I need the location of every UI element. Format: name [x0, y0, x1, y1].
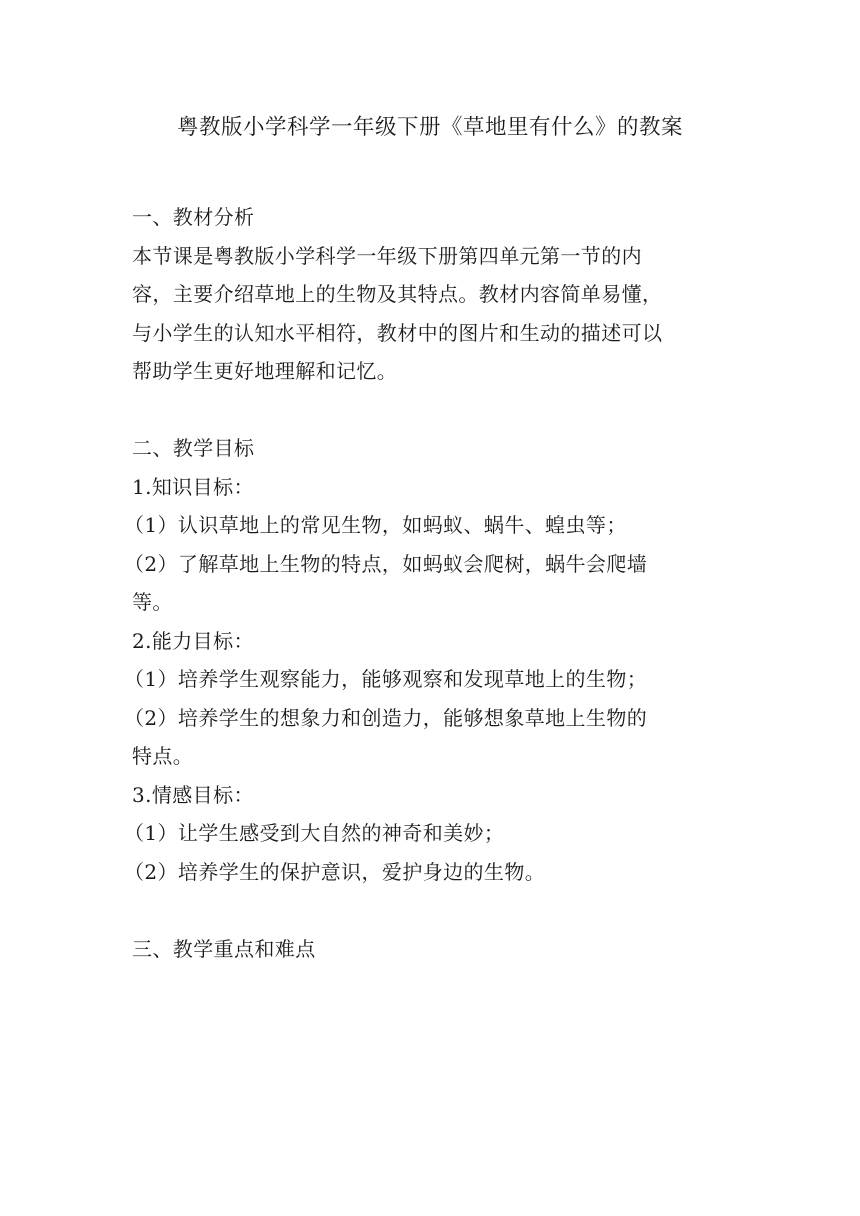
paragraph-line: 与小学生的认知水平相符，教材中的图片和生动的描述可以 — [132, 320, 663, 345]
goal-item: （1）让学生感受到大自然的神奇和美妙； — [124, 821, 505, 845]
section-heading-teaching-goals: 二、教学目标 — [132, 436, 255, 460]
goal-label-knowledge: 1.知识目标： — [132, 474, 254, 499]
goal-item: （2）培养学生的保护意识，爱护身边的生物。 — [124, 859, 546, 884]
goal-item: （1）认识草地上的常见生物，如蚂蚁、蜗牛、蝗虫等； — [124, 513, 627, 537]
section-heading-textbook-analysis: 一、教材分析 — [132, 205, 255, 229]
goal-label-emotion: 3.情感目标： — [132, 782, 254, 807]
paragraph-line: 帮助学生更好地理解和记忆。 — [132, 359, 398, 383]
blank-line — [132, 891, 732, 930]
paragraph-line: 本节课是粤教版小学科学一年级下册第四单元第一节的内 — [132, 243, 642, 268]
goal-item: （2）了解草地上生物的特点，如蚂蚁会爬树，蜗牛会爬墙 — [124, 551, 648, 576]
paragraph-line: 容，主要介绍草地上的生物及其特点。教材内容简单易懂， — [132, 282, 663, 306]
document-body — [124, 198, 732, 968]
section-heading-key-points: 三、教学重点和难点 — [132, 936, 316, 961]
document-title: 粤教版小学科学一年级下册《草地里有什么》的教案 — [176, 115, 683, 140]
goal-item: （1）培养学生观察能力，能够观察和发现草地上的生物； — [124, 667, 648, 691]
goal-label-ability: 2.能力目标： — [132, 628, 254, 653]
goal-item: （2）培养学生的想象力和创造力，能够想象草地上生物的 — [124, 705, 648, 730]
goal-item-continuation: 特点。 — [132, 744, 194, 768]
blank-line — [132, 391, 732, 430]
goal-item-continuation: 等。 — [132, 590, 173, 614]
